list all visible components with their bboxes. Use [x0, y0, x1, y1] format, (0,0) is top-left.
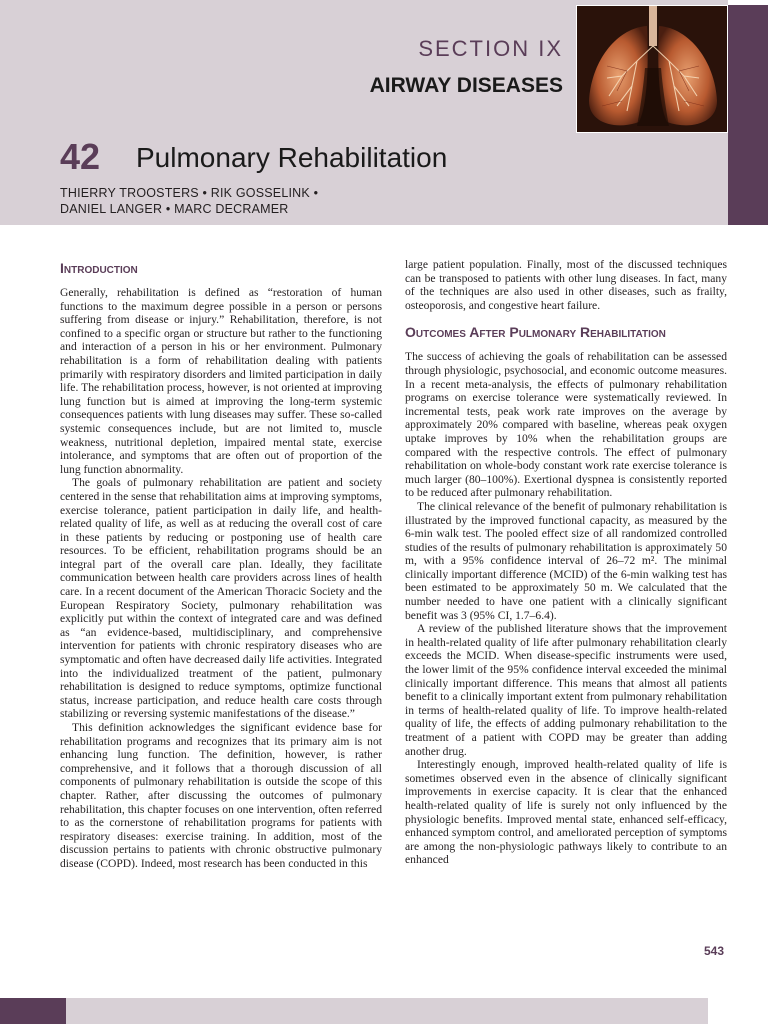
section-color-bar	[728, 5, 768, 225]
lung-image	[577, 6, 728, 133]
section-title: AIRWAY DISEASES	[369, 74, 563, 97]
author-list	[60, 185, 318, 217]
body-paragraph: The success of achieving the goals of rehabilitation can be assessed through physiologic, psychosocial, and economic outcome measures. In a recent meta-analysis, the effects of pulmonary rehabilitation programs on exercise tolerance were systematically reviewed. In incremental tests, peak work rate improves on the average by approximately 20% compared with baseline, whereas peak oxygen uptake improves by 10% when the rehabilitation groups are compared with the respective controls. The effect of pulmonary rehabilitation on whole-body constant work rate exercise tolerance is much larger (80–100%). Exertional dyspnea is consistently reported to be reduced after pulmonary rehabilitation.	[405, 350, 727, 500]
footer-gap	[708, 998, 768, 1024]
body-paragraph: A review of the published literature shows that the improvement in health-related quality of life after pulmonary rehabilitation clearly exceeds the MCID. When disease-specific instruments were used, the lower limit of the 95% confidence interval exceeded the minimal clinically important difference. This means that almost all patients benefit to a clinically important extent from pulmonary rehabilitation in terms of health-related quality of life. To improve health-related quality of life, the effects of adding pulmonary rehabilitation to the treatment of a patient with COPD may be greater than adding another drug.	[405, 622, 727, 758]
right-column	[405, 258, 727, 867]
body-paragraph: Generally, rehabilitation is defined as “restoration of human functions to the maximum degree possible in a person or persons suffering from disease or injury.” Rehabilitation, therefore, is not confined to a specific organ or structure but rather to the functioning and interaction of a person in his or her environment. Pulmonary rehabilitation is a form of rehabilitation dealing with patients primarily with respiratory disorders and limited participation in daily life. The rehabilitation process, however, is not oriented at improving lung function but is aimed at improving the long-term systemic consequences patients with lung diseases may suffer. These so-called systemic consequences include, but are not limited to, muscle weakness, nutritional depletion, impaired mental state, exercise intolerance, and symptoms that are often out of proportion of the lung function abnormality.	[60, 286, 382, 476]
body-paragraph: Interestingly enough, improved health-related quality of life is sometimes observed even in the absence of clinically significant improvements in exercise capacity. It is clear that the enhanced health-related quality of life is surely not only influenced by the physiologic benefits. Improved mental state, enhanced self-efficacy, enhanced symptom control, and ameliorated perception of symptoms are among the non-physiologic pathways likely to contribute to an enhanced	[405, 758, 727, 867]
authors-line-2: DANIEL LANGER • MARC DECRAMER	[60, 202, 289, 216]
section-number: SECTION IX	[418, 36, 563, 61]
chapter-title: Pulmonary Rehabilitation	[136, 142, 448, 173]
authors-line-1: THIERRY TROOSTERS • RIK GOSSELINK •	[60, 186, 319, 200]
body-paragraph: large patient population. Finally, most of the discussed techniques can be transposed to patients with other lung diseases. In fact, many of the techniques are also used in other diseases, such as frailty, osteoporosis, and congestive heart failure.	[405, 258, 727, 312]
footer-band	[0, 998, 708, 1024]
body-paragraph: This definition acknowledges the significant evidence base for rehabilitation programs and recognizes that its primary aim is not enhancing lung function. The definition, however, is rather comprehensive, and it follows that a thorough discussion of all components of pulmonary rehabilitation is outside the scope of this chapter. Rather, after discussing the outcomes of pulmonary rehabilitation, this chapter focuses on one intervention, often referred to as the cornerstone of rehabilitation programs for patients with respiratory diseases: exercise training. In addition, most of the discussion pertains to patients with chronic obstructive pulmonary disease (COPD). Indeed, most research has been conducted in this	[60, 721, 382, 870]
left-column	[60, 258, 382, 871]
section-heading-outcomes: Outcomes After Pulmonary Rehabilitation	[405, 324, 666, 341]
section-heading-introduction: Introduction	[60, 260, 138, 276]
footer-accent-block	[0, 998, 66, 1024]
page-number: 543	[704, 944, 725, 958]
lung-illustration	[576, 5, 728, 133]
chapter-number: 42	[60, 136, 101, 177]
body-paragraph: The goals of pulmonary rehabilitation are patient and society centered in the sense that rehabilitation aims at improving symptoms, exercise tolerance, patient participation in daily life, and health-related quality of life, as well as at reducing the overall cost of care in these patients by reducing or postponing use of health care resources. To be efficient, rehabilitation programs should be an integral part of the overall care plan. Ideally, they facilitate communication between health care providers across lines of health care. In a recent document of the American Thoracic Society and the European Respiratory Society, pulmonary rehabilitation was explicitly put within the context of integrated care and was defined as “an evidence-based, multidisciplinary, and comprehensive intervention for patients with chronic respiratory diseases who are symptomatic and often have decreased daily life activities. Integrated into the individualized treatment of the patient, pulmonary rehabilitation is designed to reduce symptoms, optimize functional status, increase participation, and reduce health care costs through stabilizing or reversing systemic manifestations of the disease.”	[60, 476, 382, 721]
body-paragraph: The clinical relevance of the benefit of pulmonary rehabilitation is illustrated by the improved functional capacity, as measured by the 6-min walk test. The pooled effect size of all randomized controlled studies of the results of pulmonary rehabilitation is approximately 50 m, with a 95% confidence interval of 26–72 m². The minimal clinically important difference (MCID) of the 6-min walking test has been estimated to be approximately 50 m. We calculated that the number needed to have one patient with a clinically significant benefit was 3 (95% CI, 1.7–6.4).	[405, 499, 727, 622]
